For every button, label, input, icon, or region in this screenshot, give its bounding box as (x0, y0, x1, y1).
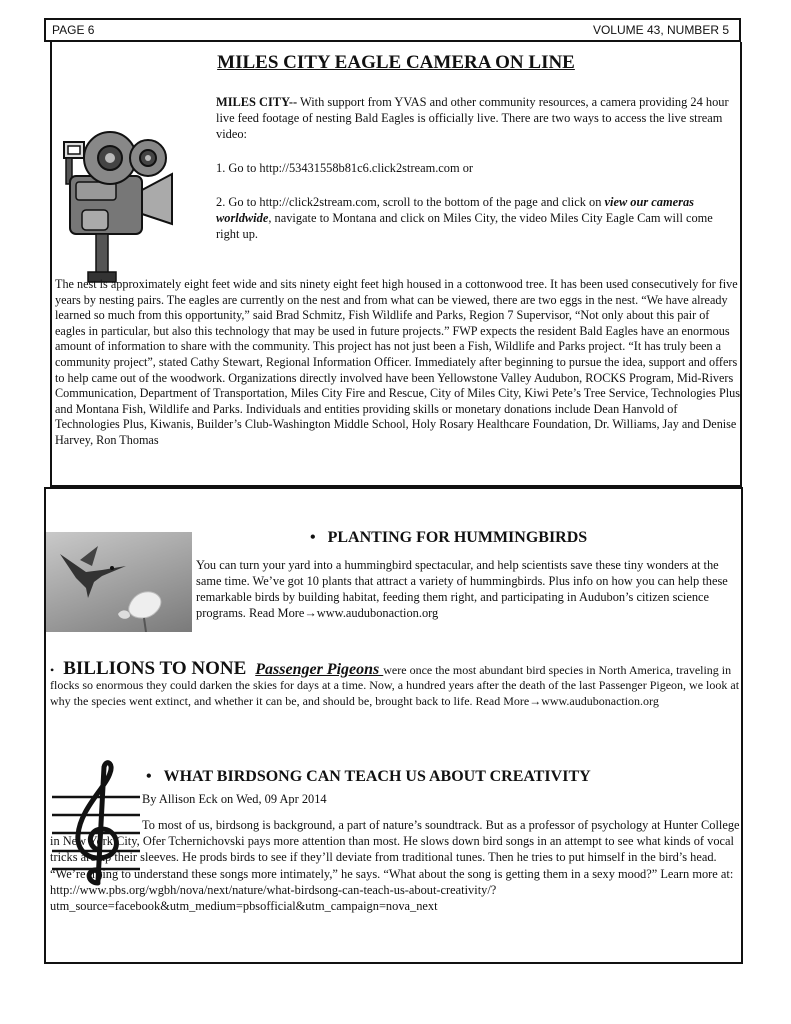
access-step-1: 1. Go to http://53431558b81c6.click2stream.com or (216, 161, 474, 175)
hummingbird-photo (46, 532, 192, 632)
bullet-icon: • (310, 529, 316, 546)
passenger-pigeon-article (50, 658, 740, 709)
intro-text: With support from YVAS and other community resources, a camera providing 24 hour live feed footage of nesting Bald Eagles is officially live. There are two ways to access the live stream video: (216, 95, 729, 141)
hummingbird-icon (46, 532, 192, 632)
birdsong-title: WHAT BIRDSONG CAN TEACH US ABOUT CREATIVITY (163, 768, 591, 785)
hummingbird-text: You can turn your yard into a hummingbird spectacular, and help scientists save these tiny wonders at the same time. We’ve got 10 plants that attract a variety of hummingbirds. Plus info on how you can help these remarkable birds by building habitat, feeding them right, and participating in Audubon’s citizen science programs. Read More→www.audubonaction.org (196, 558, 728, 620)
bullet-icon: • (146, 768, 152, 785)
birdsong-text: To most of us, birdsong is background, a part of nature’s soundtrack. But as a professor of psychology at Hunter College in New York City, Ofer Tchernichovski pays more attention than most. He slows down bird songs in an attempt to see what kinds of vocal tricks are up their sleeves. He prods birds to see if they’ll deviate from traditional tunes. Then he tries to put himself in the bird’s head. “We’re trying to understand these songs more intimately,” he says. “What about the song is getting them in a sexy mood?” Learn more at: http://www.pbs.org/wgbh/nova/next/nature/what-birdsong-can-teach-us-about-creativity/?utm_source=facebook&utm_medium=pbsofficial&utm_campaign=nova_next (50, 818, 740, 914)
pigeon-text: were once the most abundant bird species in North America, traveling in flocks so enormous they could darken the skies for days at a time. Now, a hundred years after the death of the last Passenger Pigeon, we look at why the species went extinct, and whether it can be, and should be, brought back to life. Read More→www.audubonaction.org (50, 663, 740, 708)
hummingbird-heading (310, 529, 587, 547)
page-header (44, 18, 741, 42)
step-2-text-end: , navigate to Montana and click on Miles City, the video Miles City Eagle Cam will come right up. (216, 211, 713, 241)
bullet-icon: • (50, 663, 55, 677)
intro-paragraph (216, 94, 729, 142)
bird-news-section (44, 487, 743, 964)
access-step-2 (216, 194, 729, 242)
video-camera-icon (60, 118, 178, 296)
step-2-text: 2. Go to http://click2stream.com, scroll to the bottom of the page and click on (216, 195, 605, 209)
hummingbird-title: PLANTING FOR HUMMINGBIRDS (327, 529, 588, 546)
cameras-worldwide-link[interactable]: view our cameras worldwide (216, 195, 694, 225)
pigeon-title: BILLIONS TO NONE (63, 658, 247, 679)
article-body: The nest is approximately eight feet wide and sits ninety eight feet high housed in a cottonwood tree. It has been used consecutively for five years by nesting pairs. The eagles are currently on the nest and from what can be viewed, there are two eggs in the nest. “We have already learned so much from this opportunity,” said Brad Schmitz, Fish Wildlife and Parks, Region 7 Supervisor, “Not only about this pair of eagles in particular, but also this technology that may be used in future projects.” FWP expects the resident Bald Eagles have an enormous amount of information to share with the community. This project has not just been a Fish, Wildlife and Parks project. “It has truly been a community project”, stated Cathy Stewart, Regional Information Officer. Immediately after beginning to pursue the idea, support and offers to help came out of the woodwork. Organizations directly involved have been Yellowstone Valley Audubon, ROCKS Program, Mid-Rivers Communication, Department of Transportation, Miles City Fire and Rescue, City of Miles City, Kiwi Pete’s Tree Service, Technologies Plus and Montana Fish, Wildlife and Parks. Individuals and entities providing skills or monetary donations include Dean Hanvold of Technologies Plus, Kiwanis, Builder’s Club-Washington Middle School, Holy Rosary Healthcare Foundation, Dr. Williams, Jay and Denise Harvey, Ron Thomas (55, 277, 740, 447)
birdsong-heading (146, 768, 591, 786)
dateline: MILES CITY-- (216, 95, 298, 109)
pigeon-subtitle: Passenger Pigeons (255, 661, 384, 678)
eagle-camera-article (50, 42, 742, 487)
volume-number: VOLUME 43, NUMBER 5 (592, 23, 729, 37)
birdsong-byline: By Allison Eck on Wed, 09 Apr 2014 (142, 792, 327, 806)
page-number: PAGE 6 (52, 23, 95, 37)
article-title: MILES CITY EAGLE CAMERA ON LINE (217, 52, 575, 73)
